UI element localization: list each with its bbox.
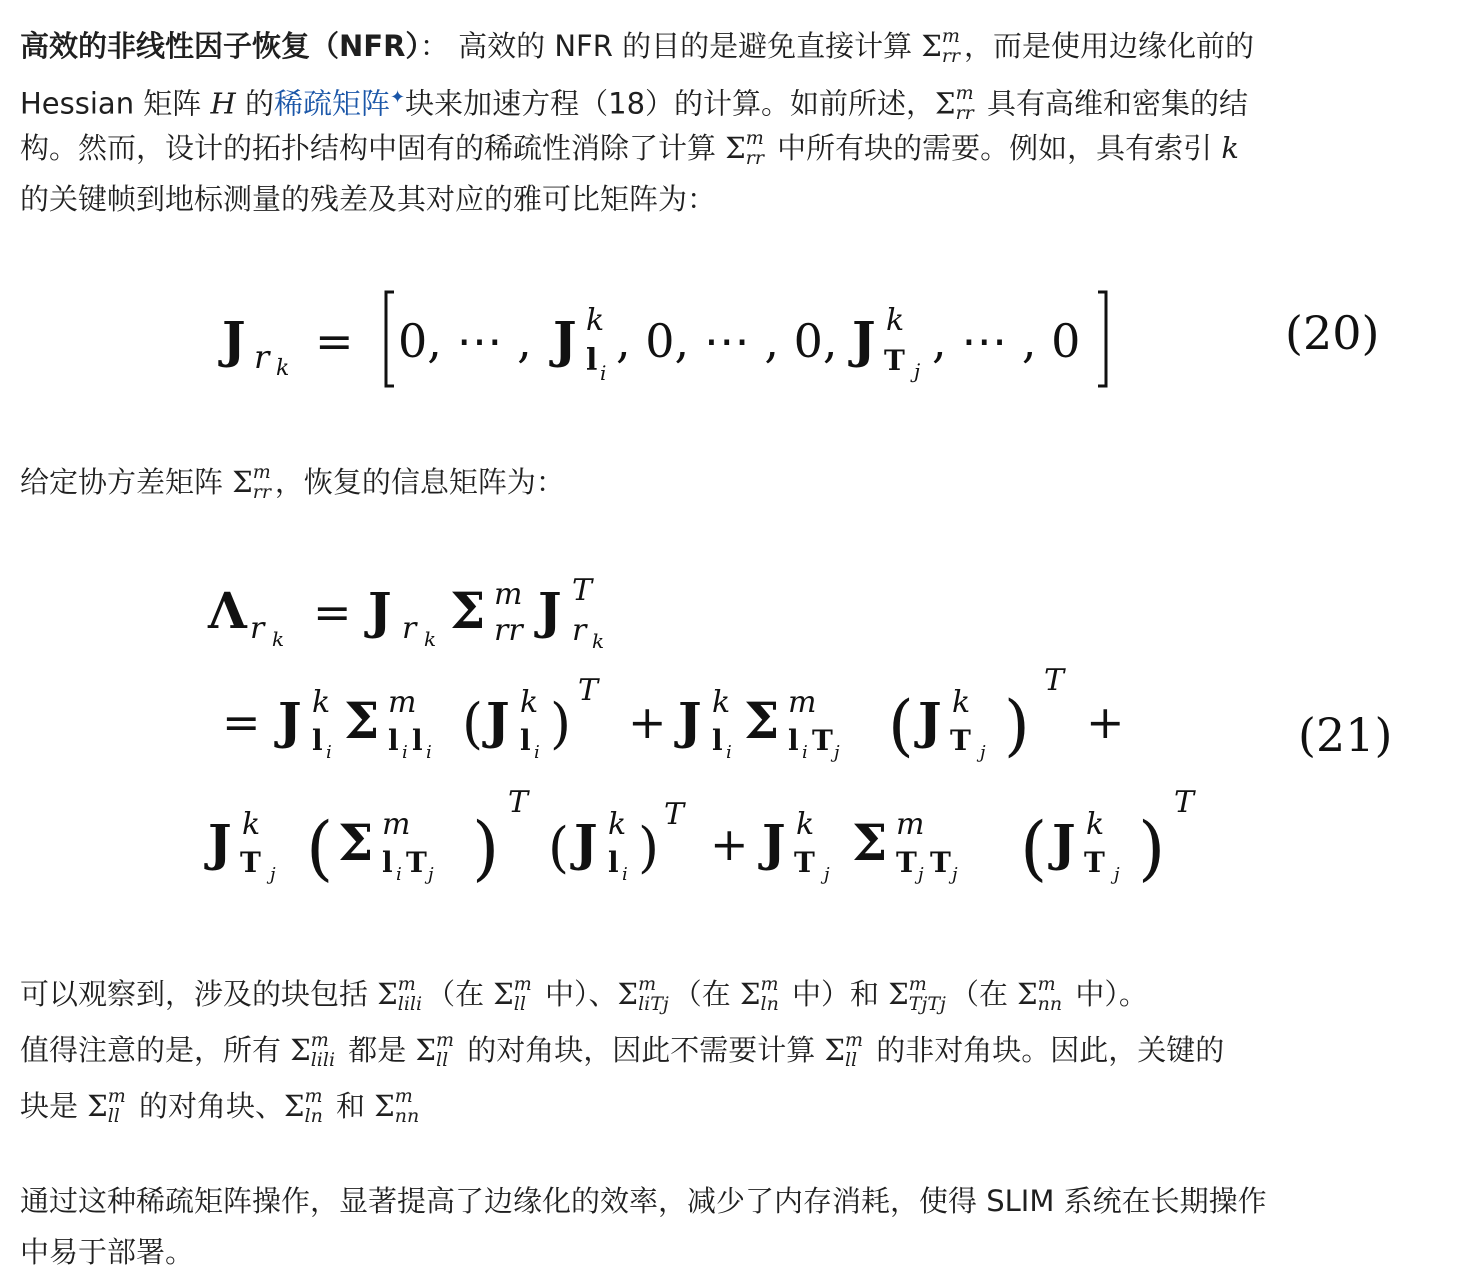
paragraph-line [20, 174, 1450, 225]
eq21-l3-j1s: j [270, 864, 276, 885]
sub-sup [304, 1084, 323, 1127]
eq21-l2-plus1: + [628, 695, 667, 749]
eq21-l3-k3: k [796, 807, 815, 842]
sigma-symbol: Σ [493, 977, 514, 1011]
subscript: rr [745, 146, 764, 169]
eq21-l3-po1: ( [306, 807, 334, 889]
paragraph-line [20, 21, 1450, 72]
eq21-l2-lT: l [788, 724, 799, 757]
eq20-T: T [884, 344, 905, 377]
subscript: rr [941, 44, 961, 67]
eq21-l3-j1: J [208, 813, 232, 872]
eq21-l2-iT: i [802, 742, 808, 763]
text-run: 的 [235, 86, 275, 121]
sub-sup [310, 1028, 336, 1071]
eq21-r1: r [402, 611, 417, 646]
paragraph-covariance [20, 457, 1450, 508]
eq21-l2-i1: i [326, 742, 332, 763]
subscript: nn [1037, 992, 1063, 1015]
eq21-l3-m2: m [896, 807, 925, 842]
text-run: 具有高维和密集的结 [977, 86, 1248, 121]
sub-sup [1037, 972, 1063, 1015]
eq21-l3-jja: j [918, 864, 924, 885]
eq21-l2-i2: i [534, 742, 540, 763]
eq20-j2: J [553, 310, 577, 369]
sparse-matrix-link[interactable]: 稀疏矩阵 [274, 86, 391, 121]
eq21-l2-i3: i [726, 742, 732, 763]
eq20-j: J [222, 310, 246, 369]
eq21-l3-j4s: j [1114, 864, 1120, 885]
sigma-symbol: Σ [725, 131, 746, 165]
superscript: m [745, 126, 764, 149]
superscript: m [310, 1028, 329, 1051]
sigma-symbol: Σ [290, 1033, 311, 1067]
text-run: ，恢复的信息矩阵为： [274, 465, 565, 499]
sub-sup [760, 972, 779, 1015]
subscript: ll [513, 992, 526, 1015]
sigma-symbol: Σ [232, 465, 253, 499]
eq21-l3-j2: J [574, 813, 598, 872]
sigma-symbol: Σ [824, 1033, 845, 1067]
paragraph-blocks [20, 966, 1450, 1134]
eq21-l3-j3: J [762, 813, 786, 872]
superscript: m [397, 972, 416, 995]
eq21-l2-T2: T [1044, 663, 1065, 698]
superscript: m [760, 972, 779, 995]
eq20-rbracket [1098, 292, 1106, 386]
eq21-l2-k3: k [712, 685, 731, 720]
eq21-l3-Ta: T [508, 785, 529, 820]
text-run: （在 [426, 977, 494, 1011]
eq21-l2-po2: ( [888, 687, 914, 764]
eq20-sub-k: k [276, 356, 290, 381]
eq21-l2-ll2: l [412, 724, 423, 757]
sub-sup [941, 24, 961, 67]
subscript: liTj [638, 992, 669, 1015]
paragraph-line: 通过这种稀疏矩阵操作，显著提高了边缘化的效率，减少了内存消耗，使得 SLIM 系统在长期操作 [20, 1184, 1267, 1218]
text-run: Hessian 矩阵 [20, 86, 211, 121]
subscript: ll [107, 1104, 120, 1127]
eq20-eq: = [315, 314, 354, 368]
paragraph-conclusion [20, 1176, 1450, 1278]
subscript: lili [310, 1048, 336, 1071]
eq21-l2-k4: k [952, 685, 971, 720]
eq21-l2-j2: J [486, 691, 510, 750]
eq21-l2-ll: l [388, 724, 399, 757]
eq21-sigma1: Σ [450, 581, 486, 640]
eq21-l3-j4: J [1052, 813, 1076, 872]
superscript: m [436, 1028, 455, 1051]
subscript: ll [844, 1048, 858, 1071]
subscript: rr [252, 480, 271, 503]
subscript: TjTj [908, 992, 946, 1015]
paragraph-line [20, 457, 1450, 508]
superscript: m [304, 1084, 323, 1107]
eq21-l2-s1: Σ [344, 691, 380, 750]
text-run: ，而是使用边缘化前的 [964, 29, 1255, 63]
sub-sup [397, 972, 423, 1015]
eq21-eq1: = [313, 585, 352, 639]
subscript: ln [760, 992, 779, 1015]
superscript: m [513, 972, 532, 995]
sub-sup [252, 460, 271, 503]
eq20-l: l [586, 343, 598, 378]
eq21-T1: T [572, 573, 593, 608]
eq21-l3-po2: ( [548, 816, 570, 879]
superscript: m [107, 1084, 126, 1107]
text-run: 都是 [339, 1033, 416, 1067]
sub-sup [638, 972, 669, 1015]
eq20-body3: , ⋯ , 0 [932, 314, 1081, 368]
math-symbol-h: H [210, 86, 236, 121]
eq20-k1: k [586, 303, 605, 338]
superscript: m [908, 972, 927, 995]
eq21-l3-j3s: j [824, 864, 830, 885]
superscript: m [955, 82, 974, 105]
paragraph-line [20, 1078, 1450, 1134]
eq21-lambda: Λ [208, 581, 247, 640]
paragraph-line [20, 123, 1450, 174]
eq21-l2-ii: i [402, 742, 408, 763]
eq21-l3-Tc: T [1174, 785, 1195, 820]
eq21-l3-T3: T [794, 846, 815, 879]
sub-sup [513, 972, 532, 1015]
text-run: ： 高效的 NFR 的目的是避免直接计算 [419, 29, 922, 63]
math-symbol-k: k [1221, 131, 1239, 165]
eq21-l3-i2: i [622, 864, 628, 885]
text-run: 可以观察到，涉及的块包括 [20, 977, 378, 1011]
eq21-rk2: r [572, 613, 587, 648]
eq21-l3-jjb: j [952, 864, 958, 885]
text-run: （在 [949, 977, 1018, 1011]
text-run: 中所有块的需要。例如，具有索引 [767, 131, 1222, 165]
text-run: 构。然而，设计的拓扑结构中固有的稀疏性消除了计算 [20, 131, 726, 165]
superscript: m [1037, 972, 1056, 995]
sigma-symbol: Σ [374, 1089, 395, 1123]
eq21-l3-pc3: ) [1138, 807, 1166, 889]
text-run: 和 [326, 1089, 375, 1123]
eq21-l2-m1: m [388, 685, 417, 720]
eq21-l3-TT1: T [406, 846, 427, 879]
eq21-l2-po1: ( [462, 692, 484, 755]
paragraph-line [20, 1022, 1450, 1078]
eq21-l3-k2: k [608, 807, 627, 842]
eq20-sub-r: r [254, 338, 270, 376]
text-run: 的关键帧到地标测量的残差及其对应的雅可比矩阵为： [20, 182, 717, 216]
sigma-symbol: Σ [283, 1089, 305, 1123]
eq21-l2-j4s: j [980, 742, 986, 763]
eq21-j1: J [368, 581, 392, 640]
subscript: rr [955, 102, 974, 125]
text-run: 给定协方差矩阵 [20, 465, 233, 499]
text-run: （在 [672, 977, 740, 1011]
text-run: 中）和 [782, 977, 889, 1011]
eq20-body2: , 0, ⋯ , 0, [616, 314, 838, 368]
eq21-l2-l2: l [520, 724, 531, 757]
eq21-k1: k [424, 627, 437, 651]
equation-21-number: (21) [1298, 708, 1393, 762]
paragraph-line [20, 966, 1450, 1022]
eq21-l3-m1: m [382, 807, 411, 842]
eq21-l2-j4: J [918, 691, 942, 750]
subscript: ln [304, 1104, 323, 1127]
text-run: 块来加速方程（18）的计算。如前所述， [405, 86, 936, 121]
eq21-j2: J [538, 581, 562, 640]
sparkle-icon[interactable]: ✦ [390, 87, 406, 108]
eq21-l2-k1: k [312, 685, 331, 720]
eq21-l3-TTa: T [896, 846, 917, 879]
sub-sup [745, 126, 764, 169]
eq21-l3-l1: l [382, 846, 393, 879]
eq21-l2-T4: T [950, 724, 971, 757]
eq21-l3-T1: T [240, 846, 261, 879]
eq21-l2-ii2: i [426, 742, 432, 763]
equation-20-number: (20) [1285, 306, 1380, 360]
eq21-l2-pc2: ) [1004, 687, 1030, 764]
eq21-m1: m [494, 577, 523, 612]
eq21-l2-T1: T [578, 673, 599, 708]
eq21-l2-pc1: ) [550, 692, 572, 755]
paragraph-line: 中易于部署。 [20, 1235, 195, 1269]
section-heading: 高效的非线性因子恢复（NFR） [20, 29, 420, 63]
sub-sup [436, 1028, 455, 1071]
eq21-l2-plus2: + [1086, 695, 1125, 749]
eq21-l2-jT: j [834, 742, 840, 763]
eq21-l3-l2: l [608, 846, 619, 879]
eq20-j3: J [852, 310, 876, 369]
eq20-j-sub: j [914, 359, 921, 383]
eq21-l2-l3: l [712, 724, 723, 757]
eq21-k: k [272, 627, 285, 651]
eq21-l3-TTb: T [930, 846, 951, 879]
eq21-l3-i1: i [396, 864, 402, 885]
sigma-symbol: Σ [888, 977, 909, 1011]
eq21-l3-plus: + [710, 817, 749, 871]
sub-sup [956, 84, 974, 123]
superscript: m [941, 24, 960, 47]
superscript: m [252, 460, 271, 483]
sub-sup [107, 1084, 126, 1127]
eq21-l2-l1: l [312, 724, 323, 757]
subscript: ll [436, 1048, 449, 1071]
eq21-l3-k1: k [242, 807, 261, 842]
eq21-l3-po3: ( [1020, 807, 1048, 889]
paragraph-line [20, 72, 1450, 123]
superscript: m [844, 1028, 864, 1051]
eq21-rr1: rr [494, 613, 523, 648]
eq21-k2: k [592, 629, 605, 653]
eq21-l2-TT: T [812, 724, 833, 757]
superscript: m [638, 972, 657, 995]
eq20-body: 0, ⋯ , [398, 314, 532, 368]
subscript: nn [394, 1104, 420, 1127]
sigma-symbol: Σ [87, 1089, 108, 1123]
eq21-l2-j3: J [678, 691, 702, 750]
eq21-l2-s2: Σ [744, 691, 780, 750]
eq21-l3-s2: Σ [852, 813, 888, 872]
eq21-l3-s1: Σ [338, 813, 374, 872]
sub-sup [394, 1084, 420, 1127]
eq20-i: i [600, 361, 607, 385]
sigma-symbol: Σ [1017, 977, 1038, 1011]
eq21-l2-k2: k [520, 685, 539, 720]
sigma-symbol: Σ [617, 977, 639, 1011]
sub-sup [908, 972, 946, 1015]
superscript: m [394, 1084, 413, 1107]
paragraph-nfr-intro [20, 21, 1450, 225]
eq21-l3-pc1: ) [472, 807, 500, 889]
eq21-l2-m2: m [788, 685, 817, 720]
eq21-l2-j1: J [278, 691, 302, 750]
text-run: 的对角块、 [129, 1089, 284, 1123]
sigma-symbol: Σ [377, 977, 398, 1011]
eq21-eq2: = [222, 695, 261, 749]
eq21-l3-T4: T [1084, 846, 1105, 879]
eq21-l3-jj1: j [428, 864, 434, 885]
eq21-l3-Tb: T [664, 797, 685, 832]
sigma-symbol: Σ [935, 86, 956, 121]
subscript: lili [397, 992, 423, 1015]
text-run: 的对角块，因此不需要计算 [458, 1033, 825, 1067]
text-run: 中）、 [535, 977, 618, 1011]
text-run: 中）。 [1066, 977, 1148, 1011]
text-run: 的非对角块。因此，关键的 [867, 1033, 1225, 1067]
sigma-symbol: Σ [740, 977, 761, 1011]
eq20-lbracket [386, 292, 394, 386]
eq20-k2: k [886, 303, 905, 338]
eq21-l3-k4: k [1086, 807, 1105, 842]
eq21-r: r [250, 611, 265, 646]
eq21-l3-pc2: ) [638, 816, 660, 879]
sub-sup [844, 1028, 864, 1071]
sigma-symbol: Σ [415, 1033, 436, 1067]
sigma-symbol: Σ [921, 29, 942, 63]
text-run: 块是 [20, 1089, 88, 1123]
text-run: 值得注意的是，所有 [20, 1033, 291, 1067]
